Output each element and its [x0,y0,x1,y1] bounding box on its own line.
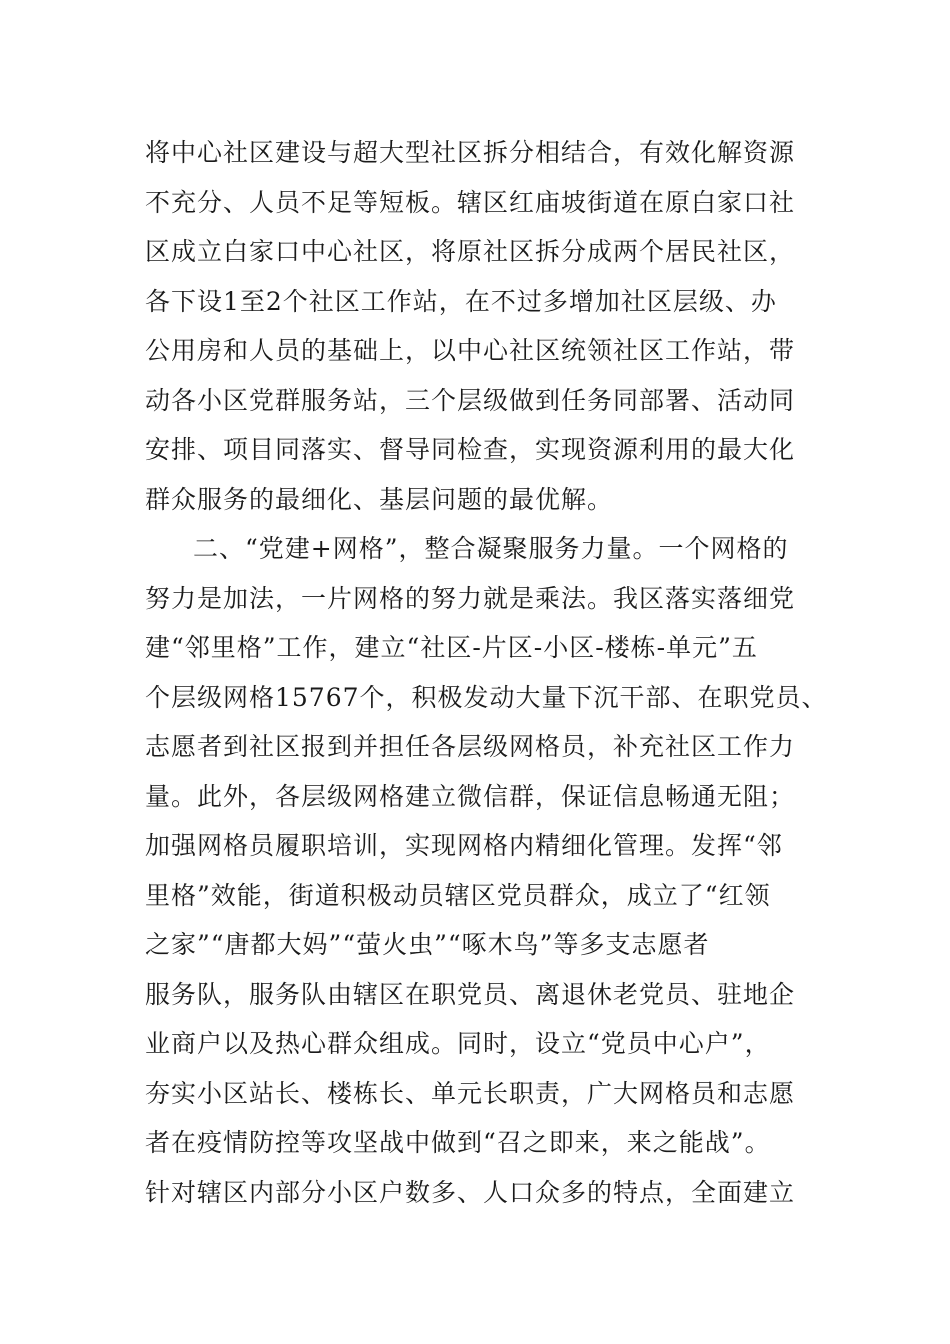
text-line: 群众服务的最细化、基层问题的最优解。 [145,484,614,514]
text-line: 服务队，服务队由辖区在职党员、离退休老党员、驻地企 [145,979,796,1009]
text-line: 量。此外，各层级网格建立微信群，保证信息畅通无阻； [145,781,796,811]
text-line: 针对辖区内部分小区户数多、人口众多的特点，全面建立 [145,1177,796,1207]
text-line: 里格”效能，街道积极动员辖区党员群众，成立了“红领 [145,880,771,910]
text-line: 将中心社区建设与超大型社区拆分相结合，有效化解资源 [145,138,796,167]
text-line: 不充分、人员不足等短板。辖区红庙坡街道在原白家口社 [145,187,796,217]
text-line: 建“邻里格”工作，建立“社区-片区-小区-楼栋-单元”五 [145,633,758,662]
text-line: 业商户以及热心群众组成。同时，设立“党员中心户”， [145,1029,771,1058]
text-line: 个层级网格15767个，积极发动大量下沉干部、在职党员、 [145,682,828,712]
text-line: 区成立白家口中心社区，将原社区拆分成两个居民社区， [145,237,796,266]
text-line: 安排、项目同落实、督导同检查，实现资源利用的最大化 [145,435,796,464]
text-line: 者在疫情防控等攻坚战中做到“召之即来，来之能战”。 [145,1128,771,1157]
text-line: 公用房和人员的基础上，以中心社区统领社区工作站，带 [145,336,796,365]
body-text [145,128,845,1217]
section-heading-line: 二、“党建+网格”，整合凝聚服务力量。一个网格的 [193,534,789,563]
text-line: 之家”“唐都大妈”“萤火虫”“啄木鸟”等多支志愿者 [145,930,710,959]
text-line: 加强网格员履职培训，实现网格内精细化管理。发挥“邻 [145,831,783,860]
text-line: 志愿者到社区报到并担任各层级网格员，补充社区工作力 [145,732,796,761]
text-line: 夯实小区站长、楼栋长、单元长职责，广大网格员和志愿 [145,1078,796,1108]
text-line: 各下设1至2个社区工作站，在不过多增加社区层级、办 [145,286,777,316]
text-line: 努力是加法，一片网格的努力就是乘法。我区落实落细党 [145,583,796,613]
text-line: 动各小区党群服务站，三个层级做到任务同部署、活动同 [145,385,796,415]
